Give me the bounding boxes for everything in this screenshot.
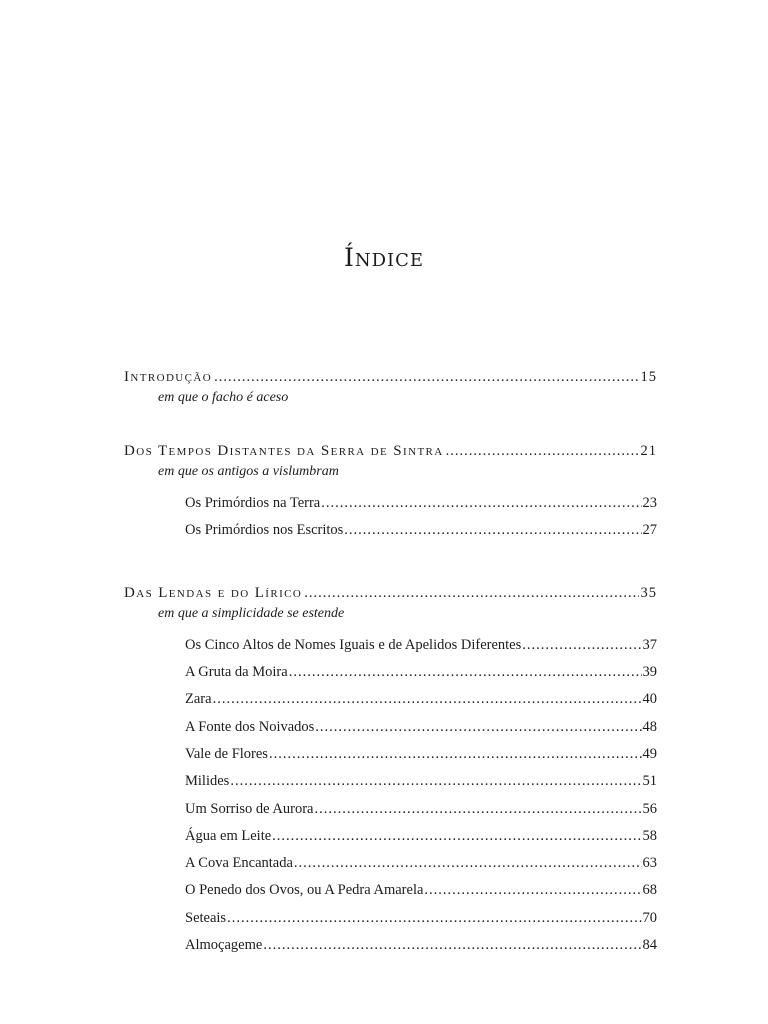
chapter-title: Das Lendas e do Lírico bbox=[124, 584, 303, 601]
toc-chapter-entry bbox=[124, 583, 657, 603]
dot-leader bbox=[230, 773, 641, 790]
subentry-title: Milides bbox=[185, 773, 230, 790]
toc-subentry bbox=[185, 877, 657, 904]
subentry-title: Os Primórdios na Terra bbox=[185, 495, 321, 512]
dot-leader bbox=[314, 801, 641, 818]
chapter-subtitle: em que o facho é aceso bbox=[158, 390, 289, 405]
dot-leader bbox=[321, 495, 641, 512]
subentry-title: Os Cinco Altos de Nomes Iguais e de Apelidos Diferentes bbox=[185, 636, 522, 653]
chapter-page-number: 15 bbox=[640, 369, 657, 385]
toc-subentry bbox=[185, 659, 657, 686]
dot-leader bbox=[304, 583, 638, 603]
chapter-page-number: 21 bbox=[640, 443, 657, 459]
dot-leader bbox=[344, 522, 641, 539]
chapter-title: Dos Tempos Distantes da Serra de Sintra bbox=[124, 443, 444, 459]
subentry-title: A Cova Encantada bbox=[185, 855, 293, 872]
dot-leader bbox=[214, 367, 638, 387]
subentry-page-number: 63 bbox=[642, 855, 657, 872]
toc-subentry bbox=[185, 795, 657, 822]
dot-leader bbox=[263, 937, 641, 954]
subentry-title: Seteais bbox=[185, 909, 227, 926]
subentry-page-number: 23 bbox=[642, 495, 657, 512]
dot-leader bbox=[522, 637, 641, 654]
dot-leader bbox=[315, 719, 641, 736]
subentry-page-number: 51 bbox=[642, 773, 657, 790]
subentry-page-number: 49 bbox=[642, 745, 657, 762]
subentry-title: Almoçageme bbox=[185, 937, 263, 953]
table-of-contents bbox=[124, 367, 657, 959]
subentry-page-number: 56 bbox=[642, 800, 657, 817]
chapter-subtitle: em que a simplicidade se estende bbox=[158, 605, 345, 621]
subentry-title: Zara bbox=[185, 691, 212, 708]
toc-subentry bbox=[185, 823, 657, 850]
dot-leader bbox=[289, 664, 642, 681]
subentry-title: O Penedo dos Ovos, ou A Pedra Amarela bbox=[185, 882, 424, 899]
toc-subentry bbox=[185, 905, 657, 932]
chapter-subtitle: em que os antigos a vislumbram bbox=[158, 464, 339, 479]
toc-subentry bbox=[185, 850, 657, 877]
toc-subentry bbox=[185, 932, 657, 959]
page-title: Índice bbox=[343, 242, 425, 272]
dot-leader bbox=[269, 746, 642, 763]
subentry-title: Água em Leite bbox=[185, 827, 272, 844]
subentry-page-number: 37 bbox=[642, 636, 657, 653]
dot-leader bbox=[272, 828, 641, 845]
subentry-title: A Gruta da Moira bbox=[185, 664, 288, 681]
subentry-page-number: 48 bbox=[642, 718, 657, 735]
toc-subentry bbox=[185, 686, 657, 713]
subentry-title: A Fonte dos Noivados bbox=[185, 718, 315, 735]
dot-leader bbox=[213, 691, 642, 708]
subentry-title: Um Sorriso de Aurora bbox=[185, 800, 314, 817]
subentry-page-number: 84 bbox=[642, 937, 657, 953]
toc-section bbox=[124, 583, 657, 960]
dot-leader bbox=[227, 910, 641, 927]
dot-leader bbox=[294, 855, 642, 872]
subentry-page-number: 68 bbox=[642, 882, 657, 899]
dot-leader bbox=[446, 441, 639, 461]
toc-subentry bbox=[185, 768, 657, 795]
subentry-page-number: 39 bbox=[642, 664, 657, 681]
dot-leader bbox=[424, 882, 641, 899]
toc-subentry bbox=[185, 517, 657, 544]
chapter-page-number: 35 bbox=[640, 584, 657, 601]
subentry-title: Vale de Flores bbox=[185, 745, 268, 762]
subentry-page-number: 58 bbox=[642, 827, 657, 844]
toc-chapter-entry bbox=[124, 441, 657, 461]
toc-subentry bbox=[185, 632, 657, 659]
toc-section bbox=[124, 441, 657, 545]
subentry-page-number: 70 bbox=[642, 909, 657, 926]
toc-section bbox=[124, 367, 657, 408]
chapter-title: Introdução bbox=[124, 369, 213, 385]
toc-chapter-entry bbox=[124, 367, 657, 387]
toc-subentry bbox=[185, 490, 657, 517]
toc-subentry bbox=[185, 741, 657, 768]
toc-subentry bbox=[185, 713, 657, 740]
subentry-title: Os Primórdios nos Escritos bbox=[185, 522, 344, 539]
subentry-page-number: 27 bbox=[642, 522, 657, 539]
subentry-page-number: 40 bbox=[642, 691, 657, 708]
